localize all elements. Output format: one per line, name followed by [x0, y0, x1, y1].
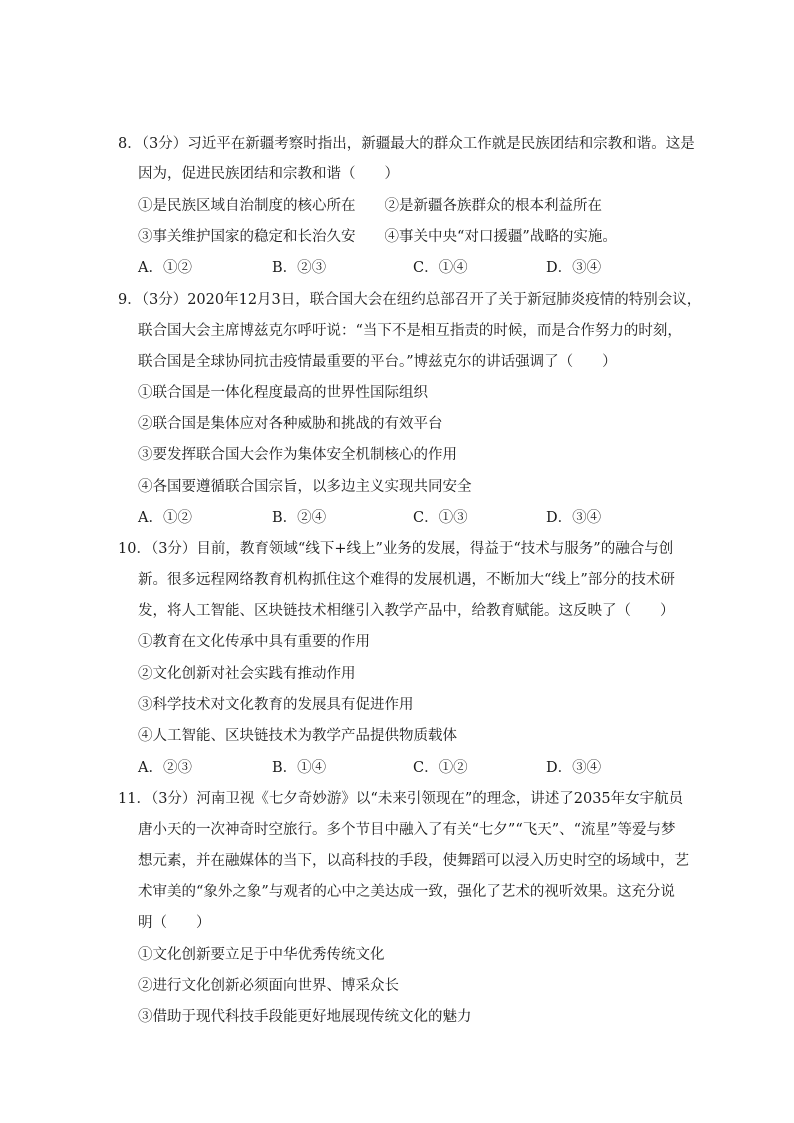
question-9-stem-line-1: 9．（3分）2020年12月3日，联合国大会在纽约总部召开了关于新冠肺炎疫情的特别会议，	[118, 292, 702, 308]
question-9-statement-4: ④各国要遵循联合国宗旨，以多边主义实现共同安全	[138, 479, 472, 495]
question-11-statement-3: ③借助于现代科技手段能更好地展现传统文化的魅力	[138, 1009, 472, 1025]
question-8-statement-2: ③事关维护国家的稳定和长治久安 ④事关中央“对口援疆”战略的实施。	[138, 229, 617, 245]
question-11-stem-line-1: 11．（3分）河南卫视《七夕奇妙游》以“未来引领现在”的理念，讲述了2035年女宇航员	[118, 791, 684, 807]
question-9-option-c[interactable]: C．①③	[413, 510, 468, 526]
question-8-option-c[interactable]: C．①④	[413, 260, 468, 276]
question-8-stem-line-2: 因为，促进民族团结和宗教和谐（ ）	[138, 166, 399, 182]
question-8-stem-line-1: 8．（3分）习近平在新疆考察时指出，新疆最大的群众工作就是民族团结和宗教和谐。这是	[118, 136, 695, 152]
question-11-statement-1: ①文化创新要立足于中华优秀传统文化	[138, 947, 385, 963]
question-9-statement-2: ②联合国是集体应对各种威胁和挑战的有效平台	[138, 416, 443, 432]
question-8-statement-1: ①是民族区域自治制度的核心所在 ②是新疆各族群众的根本利益所在	[138, 198, 602, 214]
question-9-option-b[interactable]: B．②④	[272, 510, 327, 526]
question-11-stem-line-3: 想元素，并在融媒体的当下，以高科技的手段，使舞蹈可以浸入历史时空的场域中，艺	[138, 853, 689, 869]
question-11-stem-line-2: 唐小天的一次神奇时空旅行。多个节目中融入了有关“七夕”“飞天”、“流星”等爱与梦	[138, 822, 676, 838]
question-10-option-b[interactable]: B．①④	[272, 760, 327, 776]
question-10-statement-2: ②文化创新对社会实践有推动作用	[138, 666, 356, 682]
question-9-stem-line-2: 联合国大会主席博兹克尔呼吁说：“当下不是相互指责的时候，而是合作努力的时刻，	[138, 323, 682, 339]
question-9-option-a[interactable]: A．①②	[138, 510, 192, 526]
question-8-option-d[interactable]: D．③④	[546, 260, 602, 276]
question-10-statement-4: ④人工智能、区块链技术为教学产品提供物质载体	[138, 728, 457, 744]
question-11-statement-2: ②进行文化创新必须面向世界、博采众长	[138, 978, 399, 994]
question-10-stem-line-1: 10．（3分）目前，教育领域“线下+线上”业务的发展，得益于“技术与服务”的融合与创	[118, 541, 674, 557]
question-10-option-a[interactable]: A．②③	[138, 760, 192, 776]
question-10-stem-line-3: 发，将人工智能、区块链技术相继引入教学产品中，给教育赋能。这反映了（ ）	[138, 603, 675, 619]
question-10-statement-3: ③科学技术对文化教育的发展具有促进作用	[138, 697, 414, 713]
question-10-option-c[interactable]: C．①②	[413, 760, 468, 776]
question-10-statement-1: ①教育在文化传承中具有重要的作用	[138, 634, 370, 650]
question-8-option-a[interactable]: A．①②	[138, 260, 192, 276]
question-9-stem-line-3: 联合国是全球协同抗击疫情最重要的平台。”博兹克尔的讲话强调了（ ）	[138, 354, 617, 370]
question-8-option-b[interactable]: B．②③	[272, 260, 327, 276]
question-10-option-d[interactable]: D．③④	[546, 760, 602, 776]
question-9-statement-1: ①联合国是一体化程度最高的世界性国际组织	[138, 385, 428, 401]
question-11-stem-line-4: 术审美的“象外之象”与观者的心中之美达成一致，强化了艺术的视听效果。这充分说	[138, 884, 675, 900]
question-10-stem-line-2: 新。很多远程网络教育机构抓住这个难得的发展机遇，不断加大“线上”部分的技术研	[138, 572, 675, 588]
question-11-stem-line-5: 明（ ）	[138, 915, 211, 931]
question-9-option-d[interactable]: D．③④	[546, 510, 602, 526]
question-9-statement-3: ③要发挥联合国大会作为集体安全机制核心的作用	[138, 447, 457, 463]
